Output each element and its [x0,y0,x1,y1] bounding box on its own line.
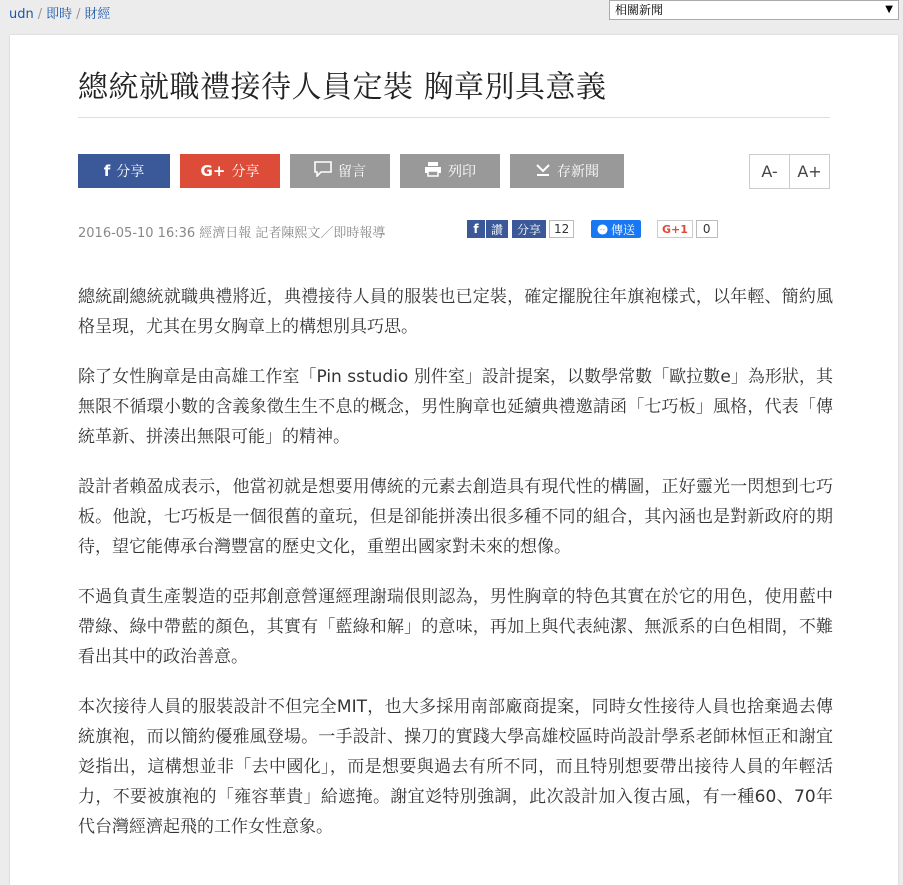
facebook-like-widget[interactable] [467,219,508,239]
printer-icon [424,161,442,181]
article-container [10,35,898,885]
comment-button[interactable] [290,154,390,188]
print-label: 列印 [448,164,476,180]
share-label: 分享 [512,220,546,238]
article-body [78,282,833,862]
breadcrumb-separator: / [37,7,43,22]
article-paragraph: 總統副總統就職典禮將近，典禮接待人員的服裝也已定裝，確定擺脫往年旗袍樣式，以年輕、簡約風格呈現，尤其在男女胸章上的構想別具巧思。 [78,287,833,337]
messenger-send-button[interactable] [591,219,641,239]
facebook-share-label: 分享 [116,164,145,180]
article-paragraph: 本次接待人員的服裝設計不但完全MIT，也大多採用南部廠商提案，同時女性接待人員也捨棄過去傳統旗袍，而以簡約優雅風登場。一手設計、操刀的實踐大學高雄校區時尚設計學系老師林恒正和謝宜彣指出，這構想並非「去中國化」，而是想要與過去有所不同，而且特別想要帶出接待人員的年輕活力，不要被旗袍的「雍容華貴」給遮掩。謝宜彣特別強調，此次設計加入復古風，有一種60、70年代台灣經濟起飛的工作女性意象。 [78,697,833,837]
facebook-like-label: 讚 [486,220,508,238]
download-icon [535,161,551,181]
title-divider [78,117,830,118]
font-decrease-button[interactable]: A- [750,155,790,188]
font-increase-button[interactable]: A+ [797,162,822,181]
google-plus-one-widget[interactable] [657,219,718,239]
dropdown-arrow-icon: ▼ [885,4,893,15]
related-news-selected: 相關新聞 [615,3,664,17]
google-plus-share-label: 分享 [231,164,260,180]
save-news-button[interactable] [510,154,624,188]
google-plus-share-button[interactable] [180,154,280,188]
related-news-select[interactable] [609,0,899,20]
google-plus-one-count: 0 [696,220,718,238]
google-plus-one-label: G+1 [657,220,693,238]
breadcrumb-instant[interactable]: 即時 [46,7,73,22]
comment-label: 留言 [338,164,366,180]
messenger-label [591,220,641,238]
breadcrumb-udn[interactable]: udn [9,7,34,22]
breadcrumb [9,3,111,22]
top-bar [0,0,903,26]
messenger-icon [597,224,608,235]
save-news-label: 存新聞 [557,164,599,180]
facebook-share-button[interactable] [78,154,170,188]
article-paragraph: 除了女性胸章是由高雄工作室「Pin sstudio 別件室」設計提案，以數學常數「歐拉數e」為形狀，其無限不循環小數的含義象徵生生不息的概念，男性胸章也延續典禮邀請函「七巧板」風格，代表「傳統革新、拼湊出無限可能」的精神。 [78,367,833,447]
share-count: 12 [549,220,574,238]
breadcrumb-finance[interactable]: 財經 [84,7,111,22]
google-plus-icon: G+ [200,162,226,180]
article-meta: 2016-05-10 16:36 經濟日報 記者陳熙文／即時報導 [78,226,386,241]
messenger-text: 傳送 [611,222,636,237]
article-paragraph: 不過負責生產製造的亞邦創意營運經理謝瑞佷則認為，男性胸章的特色其實在於它的用色，使用藍中帶綠、綠中帶藍的顏色，其實有「藍綠和解」的意味，再加上與代表純潔、無派系的白色相間，不難看出其中的政治善意。 [78,587,833,667]
article-paragraph: 設計者賴盈成表示，他當初就是想要用傳統的元素去創造具有現代性的構圖，正好靈光一閃想到七巧板。他說，七巧板是一個很舊的童玩，但是卻能拼湊出很多種不同的組合，其內涵也是對新政府的期待，望它能傳承台灣豐富的歷史文化，重塑出國家對未來的想像。 [78,477,833,557]
facebook-icon: f [103,162,111,180]
print-button[interactable] [400,154,500,188]
article-title: 總統就職禮接待人員定裝 胸章別具意義 [78,70,607,105]
font-size-controls [749,154,830,189]
facebook-share-widget[interactable] [512,219,574,239]
facebook-icon: f [467,220,485,238]
comment-icon [314,161,332,181]
breadcrumb-separator: / [76,7,81,22]
